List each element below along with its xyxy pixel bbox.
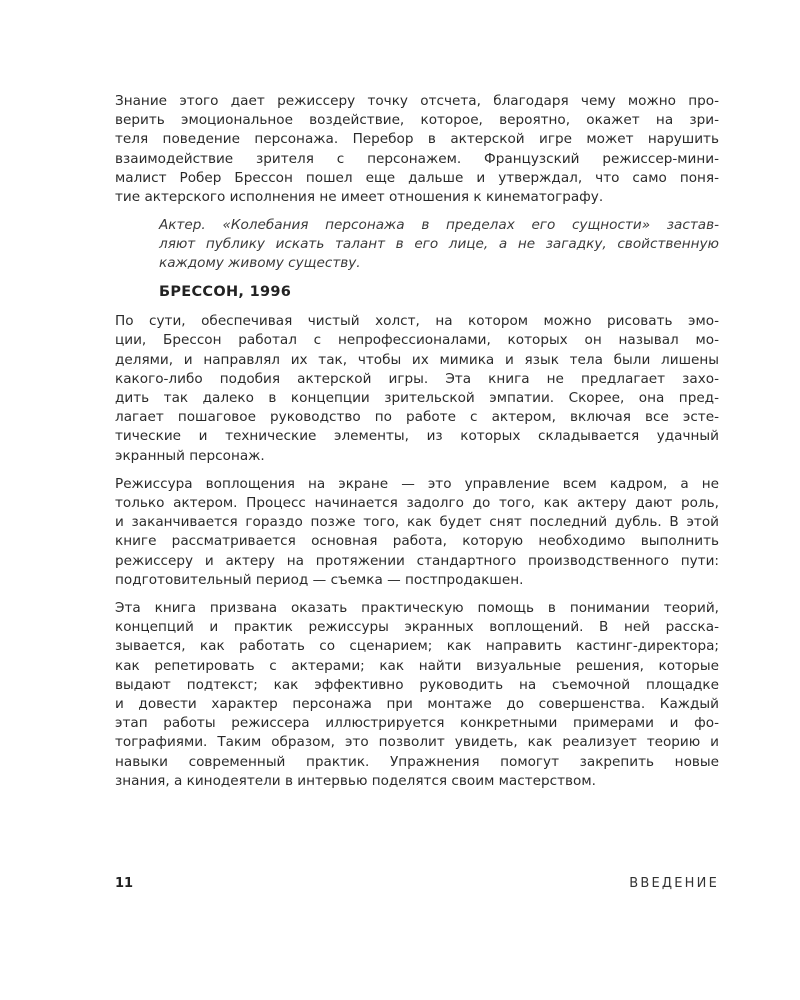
page-number: 11 [115,876,134,891]
quote-line: Актер. «Колебания персонажа в пределах его сущности» застав- [159,217,719,234]
text-line: какого-либо подобия актерской игры. Эта книга не предлагает захо- [115,370,719,387]
paragraph-4 [115,599,719,791]
text-line: книге рассматривается основная работа, которую необходимо выполнить [115,533,719,550]
text-line: Эта книга призвана оказать практическую помощь в понимании теорий, [115,600,719,617]
text-line: только актером. Процесс начинается задолго до того, как актеру дают роль, [115,495,719,512]
running-section-title: ВВЕДЕНИЕ [629,876,719,891]
text-line: и заканчивается гораздо позже того, как будет снят последний дубль. В этой [115,514,719,531]
text-line: лагает пошаговое руководство по работе с актером, включая все эсте- [115,409,719,426]
text-line: навыки современный практик. Упражнения помогут закрепить новые [115,753,719,770]
paragraph-1 [115,92,719,207]
text-line: подготовительный период — съемка — постпродакшен. [115,571,524,588]
text-line: взаимодействие зрителя с персонажем. Французский режиссер-мини- [115,150,719,167]
text-line: экранный персонаж. [115,447,265,464]
quote-line: каждому живому существу. [159,255,361,272]
block-quote [159,216,719,273]
text-line: тографиями. Таким образом, это позволит увидеть, как реализует теорию и [115,734,719,751]
text-line: тие актерского исполнения не имеет отношения к кинематографу. [115,189,604,206]
text-line: теля поведение персонажа. Перебор в актерской игре может нарушить [115,131,719,148]
text-line: верить эмоциональное воздействие, которое, вероятно, окажет на зри- [115,112,719,129]
paragraph-2 [115,312,719,466]
text-line: концепций и практик режиссуры экранных воплощений. В ней расска- [115,619,719,636]
text-line: выдают подтекст; как эффективно руководить на съемочной площадке [115,676,719,693]
paragraph-3 [115,475,719,590]
quote-attribution: БРЕССОН, 1996 [159,284,292,301]
text-line: и довести характер персонажа при монтаже до совершенства. Каждый [115,696,719,713]
text-line: знания, а кинодеятели в интервью поделятся своим мастерством. [115,772,596,789]
text-line: Знание этого дает режиссеру точку отсчета, благодаря чему можно про- [115,93,719,109]
text-line: тические и технические элементы, из которых складывается удачный [115,428,719,445]
page-footer [115,876,719,896]
text-line: малист Робер Брессон пошел еще дальше и утверждал, что само поня- [115,169,719,186]
text-line: По сути, обеспечивая чистый холст, на котором можно рисовать эмо- [115,313,719,330]
text-line: режиссеру и актеру на протяжении стандартного производственного пути: [115,552,719,569]
text-line: ции, Брессон работал с непрофессионалами, которых он называл мо- [115,332,719,349]
quote-line: ляют публику искать талант в его лице, а не загадку, свойственную [159,236,719,253]
text-line: этап работы режиссера иллюстрируется конкретными примерами и фо- [115,715,719,732]
page-body [115,92,719,800]
text-line: делями, и направлял их так, чтобы их мимика и язык тела были лишены [115,351,719,368]
text-line: как репетировать с актерами; как найти визуальные решения, которые [115,657,719,674]
text-line: дить так далеко в концепции зрительской эмпатии. Скорее, она пред- [115,390,719,407]
text-line: Режиссура воплощения на экране — это управление всем кадром, а не [115,475,719,492]
text-line: зывается, как работать со сценарием; как направить кастинг-директора; [115,638,719,655]
